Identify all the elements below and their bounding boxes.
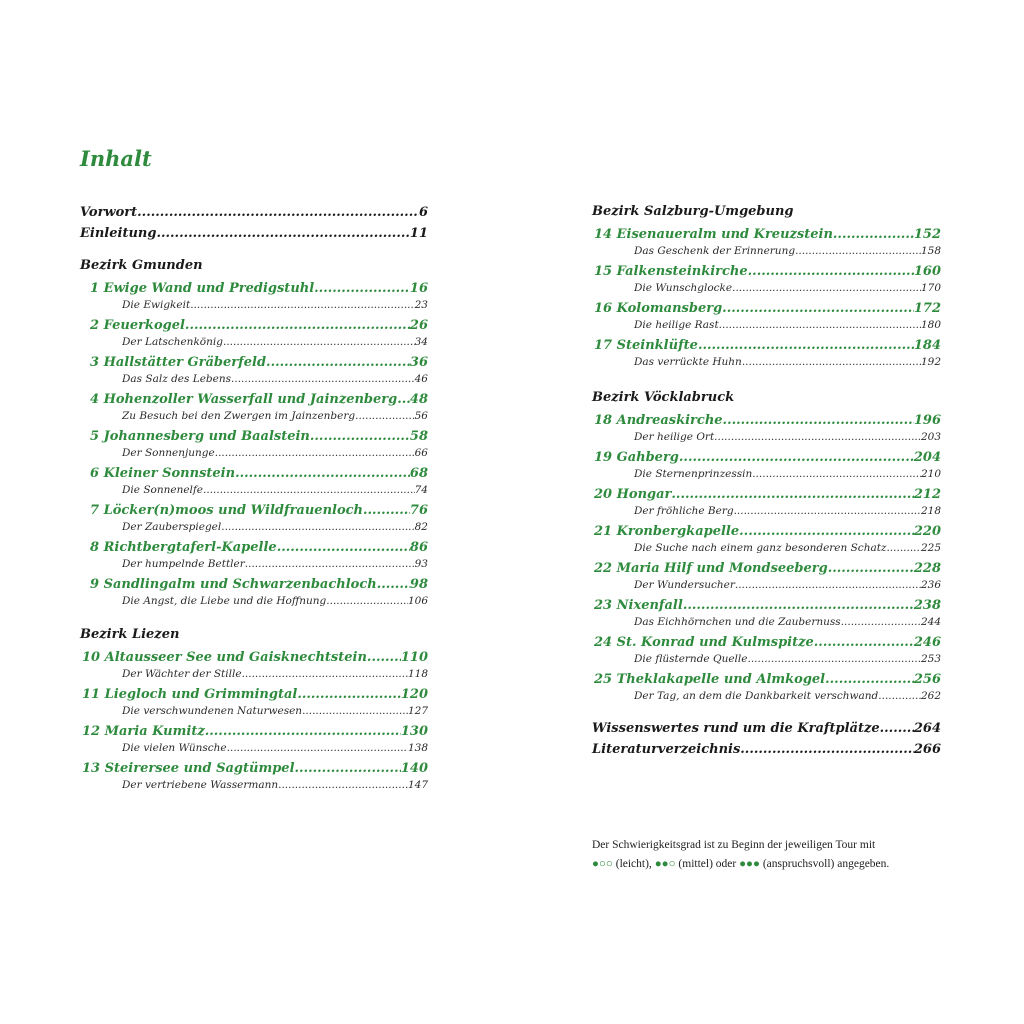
toc-chapter (80, 465, 428, 498)
difficulty-hard-full-dots: ●●● (739, 858, 760, 870)
toc-page: 6 (418, 205, 428, 220)
toc-tour-entry[interactable] (592, 486, 941, 504)
difficulty-medium-full-dots: ●● (654, 858, 669, 870)
toc-tour-label: 12 Maria Kumitz (82, 724, 205, 739)
toc-tour-entry[interactable] (592, 449, 941, 467)
toc-story-label: Das Geschenk der Erinnerung (634, 245, 796, 257)
toc-tour-page: 228 (913, 561, 941, 576)
toc-tour-label: 23 Nixenfall (594, 598, 683, 613)
toc-chapter (592, 412, 941, 445)
district-heading: Bezirk Salzburg-Umgebung (592, 204, 794, 219)
toc-story-page: 218 (920, 505, 941, 517)
toc-tour-entry[interactable] (80, 502, 428, 520)
toc-tour-label: 2 Feuerkogel (90, 318, 185, 333)
district-list-liezen (80, 649, 428, 793)
toc-story-label: Der heilige Ort (634, 431, 715, 443)
toc-tour-entry[interactable] (592, 337, 941, 355)
toc-story-page: 106 (407, 595, 428, 607)
toc-story-label: Der Tag, an dem die Dankbarkeit verschwand (634, 690, 879, 702)
toc-chapter (592, 486, 941, 519)
toc-label: Einleitung (80, 226, 157, 241)
toc-story-page: 180 (920, 319, 941, 331)
toc-tour-page: 172 (913, 301, 941, 316)
toc-tour-page: 36 (409, 355, 428, 370)
toc-story-entry[interactable] (592, 652, 941, 667)
toc-story-page: 23 (414, 299, 428, 311)
toc-tour-entry[interactable] (592, 560, 941, 578)
toc-tour-page: 110 (400, 650, 428, 665)
toc-story-label: Das Eichhörnchen und die Zaubernuss (634, 616, 841, 628)
toc-story-label: Die Angst, die Liebe und die Hoffnung (122, 595, 327, 607)
toc-chapter (592, 449, 941, 482)
toc-tour-label: 5 Johannesberg und Baalstein (90, 429, 310, 444)
toc-story-entry[interactable] (592, 318, 941, 333)
toc-tour-label: 1 Ewige Wand und Predigstuhl (90, 281, 315, 296)
toc-tour-entry[interactable] (80, 317, 428, 335)
difficulty-medium-empty-dots: ○ (668, 858, 676, 870)
toc-chapter (80, 686, 428, 719)
toc-story-entry[interactable] (592, 355, 941, 370)
toc-tour-entry[interactable] (592, 412, 941, 430)
toc-story-entry[interactable] (80, 372, 428, 387)
toc-story-entry[interactable] (592, 578, 941, 593)
toc-tour-label: 14 Eisenaueralm und Kreuzstein (594, 227, 833, 242)
toc-story-label: Die Ewigkeit (122, 299, 191, 311)
toc-story-page: 236 (920, 579, 941, 591)
toc-story-page: 93 (414, 558, 428, 570)
toc-story-page: 118 (407, 668, 428, 680)
toc-tour-page: 26 (409, 318, 428, 333)
toc-tour-label: 7 Löcker(n)moos und Wildfrauenloch (90, 503, 363, 518)
difficulty-hard-label: (anspruchsvoll) angegeben. (759, 858, 890, 870)
toc-story-entry[interactable] (592, 615, 941, 630)
toc-tour-entry[interactable] (80, 649, 428, 667)
toc-tour-entry[interactable] (592, 226, 941, 244)
toc-story-entry[interactable] (80, 335, 428, 350)
toc-tour-page: 98 (409, 577, 428, 592)
toc-story-page: 244 (920, 616, 941, 628)
district-heading: Bezirk Vöcklabruck (592, 390, 735, 405)
toc-tour-page: 152 (913, 227, 941, 242)
toc-story-page: 253 (920, 653, 941, 665)
toc-tour-label: 17 Steinklüfte (594, 338, 698, 353)
toc-chapter (80, 502, 428, 535)
toc-tour-page: 160 (913, 264, 941, 279)
toc-column-left (80, 202, 428, 793)
toc-story-page: 82 (414, 521, 428, 533)
difficulty-easy-full-dots: ● (592, 858, 599, 870)
toc-tour-label: 21 Kronbergkapelle (594, 524, 740, 539)
toc-story-entry[interactable] (80, 446, 428, 461)
toc-story-entry[interactable] (80, 409, 428, 424)
toc-story-entry[interactable] (80, 557, 428, 572)
toc-story-page: 158 (920, 245, 941, 257)
toc-tour-entry[interactable] (80, 723, 428, 741)
toc-tour-page: 196 (913, 413, 941, 428)
toc-tour-page: 204 (913, 450, 941, 465)
toc-story-page: 66 (414, 447, 428, 459)
toc-story-entry[interactable] (80, 778, 428, 793)
toc-chapter (80, 391, 428, 424)
district-heading: Bezirk Liezen (80, 627, 180, 642)
difficulty-easy-empty-dots: ○○ (598, 858, 613, 870)
toc-tour-entry[interactable] (592, 523, 941, 541)
toc-story-page: 210 (920, 468, 941, 480)
toc-story-entry[interactable] (592, 244, 941, 259)
toc-story-page: 203 (920, 431, 941, 443)
toc-tour-page: 256 (913, 672, 941, 687)
toc-chapter (80, 280, 428, 313)
toc-tour-page: 184 (913, 338, 941, 353)
toc-story-page: 34 (414, 336, 428, 348)
toc-tour-label: 10 Altausseer See und Gaisknechtstein (82, 650, 367, 665)
toc-entry-wissenswertes[interactable] (592, 718, 941, 739)
toc-chapter (80, 539, 428, 572)
toc-story-label: Der Wundersucher (634, 579, 735, 591)
toc-label: Literaturverzeichnis (592, 742, 741, 757)
toc-tour-entry[interactable] (80, 354, 428, 372)
toc-story-label: Die Sonnenelfe (122, 484, 204, 496)
toc-chapter (592, 634, 941, 667)
toc-tour-page: 48 (409, 392, 428, 407)
toc-story-label: Die Sternenprinzessin (634, 468, 753, 480)
toc-story-entry[interactable] (80, 298, 428, 313)
toc-tour-entry[interactable] (80, 428, 428, 446)
toc-story-page: 192 (920, 356, 941, 368)
toc-chapter (592, 263, 941, 296)
toc-tour-page: 212 (913, 487, 941, 502)
toc-story-entry[interactable] (592, 430, 941, 445)
toc-tour-page: 238 (913, 598, 941, 613)
toc-chapter (592, 523, 941, 556)
page-title: Inhalt (80, 146, 152, 171)
toc-chapter (592, 337, 941, 370)
toc-tour-entry[interactable] (592, 300, 941, 318)
toc-story-label: Die Suche nach einem ganz besonderen Schatz (634, 542, 887, 554)
difficulty-note-line2 (592, 855, 972, 874)
toc-story-page: 46 (414, 373, 428, 385)
toc-chapter (80, 354, 428, 387)
toc-tour-label: 24 St. Konrad und Kulmspitze (594, 635, 814, 650)
toc-story-page: 147 (407, 779, 428, 791)
toc-tour-label: 13 Steirersee und Sagtümpel (82, 761, 295, 776)
toc-tour-page: 220 (913, 524, 941, 539)
toc-story-entry[interactable] (80, 741, 428, 756)
toc-story-entry[interactable] (592, 281, 941, 296)
toc-story-page: 56 (414, 410, 428, 422)
toc-story-label: Die Wunschglocke (634, 282, 733, 294)
toc-story-label: Die heilige Rast (634, 319, 719, 331)
toc-tour-entry[interactable] (80, 576, 428, 594)
toc-entry-vorwort[interactable] (80, 202, 428, 223)
toc-tour-label: 18 Andreaskirche (594, 413, 723, 428)
toc-tour-entry[interactable] (80, 391, 428, 409)
difficulty-easy-label: (leicht), (612, 858, 655, 870)
toc-tour-page: 68 (409, 466, 428, 481)
toc-story-label: Der Sonnenjunge (122, 447, 215, 459)
toc-tour-entry[interactable] (80, 280, 428, 298)
toc-chapter (80, 428, 428, 461)
toc-tour-label: 9 Sandlingalm und Schwarzenbachloch (90, 577, 377, 592)
toc-tour-entry[interactable] (592, 263, 941, 281)
toc-tour-entry[interactable] (80, 465, 428, 483)
toc-story-entry[interactable] (80, 667, 428, 682)
toc-chapter (592, 300, 941, 333)
toc-page: 11 (409, 226, 428, 241)
toc-entry-einleitung[interactable] (80, 223, 428, 244)
toc-tour-page: 130 (400, 724, 428, 739)
toc-chapter (592, 597, 941, 630)
toc-page: 264 (913, 721, 941, 736)
toc-tour-label: 11 Liegloch und Grimmingtal (82, 687, 298, 702)
toc-story-label: Die vielen Wünsche (122, 742, 227, 754)
toc-story-label: Der vertriebene Wassermann (122, 779, 279, 791)
toc-tour-entry[interactable] (592, 671, 941, 689)
back-matter (592, 718, 941, 760)
toc-chapter (592, 560, 941, 593)
toc-story-label: Der fröhliche Berg (634, 505, 734, 517)
toc-story-entry[interactable] (80, 704, 428, 719)
district-list-gmunden (80, 280, 428, 609)
toc-story-label: Die flüsternde Quelle (634, 653, 748, 665)
toc-tour-label: 15 Falkensteinkirche (594, 264, 748, 279)
toc-chapter (80, 576, 428, 609)
difficulty-medium-label: (mittel) oder (675, 858, 740, 870)
toc-story-entry[interactable] (80, 594, 428, 609)
toc-tour-page: 58 (409, 429, 428, 444)
toc-tour-entry[interactable] (80, 760, 428, 778)
toc-story-entry[interactable] (80, 520, 428, 535)
toc-page: 266 (913, 742, 941, 757)
toc-chapter (80, 649, 428, 682)
toc-story-label: Das verrückte Huhn (634, 356, 742, 368)
toc-tour-label: 19 Gahberg (594, 450, 679, 465)
toc-story-label: Die verschwundenen Naturwesen (122, 705, 303, 717)
difficulty-note (592, 836, 972, 874)
toc-chapter (592, 226, 941, 259)
toc-tour-entry[interactable] (592, 597, 941, 615)
toc-chapter (592, 671, 941, 704)
toc-label: Vorwort (80, 205, 138, 220)
difficulty-note-line1: Der Schwierigkeitsgrad ist zu Beginn der jeweiligen Tour mit (592, 839, 876, 851)
toc-tour-label: 4 Hohenzoller Wasserfall und Jainzenberg (90, 392, 398, 407)
toc-story-entry[interactable] (592, 689, 941, 704)
toc-tour-page: 16 (409, 281, 428, 296)
toc-story-label: Zu Besuch bei den Zwergen im Jainzenberg (122, 410, 356, 422)
toc-tour-label: 8 Richtbergtaferl-Kapelle (90, 540, 277, 555)
toc-story-label: Der Wächter der Stille (122, 668, 242, 680)
toc-tour-page: 76 (409, 503, 428, 518)
toc-label: Wissenswertes rund um die Kraftplätze (592, 721, 880, 736)
toc-chapter (80, 760, 428, 793)
toc-story-page: 138 (407, 742, 428, 754)
toc-story-label: Der Latschenkönig (122, 336, 223, 348)
toc-story-label: Der Zauberspiegel (122, 521, 222, 533)
toc-tour-page: 120 (400, 687, 428, 702)
district-list-salzburg (592, 226, 941, 370)
toc-tour-page: 140 (400, 761, 428, 776)
toc-entry-literatur[interactable] (592, 739, 941, 760)
toc-column-right (592, 202, 941, 760)
toc-story-page: 170 (920, 282, 941, 294)
toc-story-page: 127 (407, 705, 428, 717)
toc-story-label: Das Salz des Lebens (122, 373, 232, 385)
toc-chapter (80, 723, 428, 756)
toc-tour-page: 246 (913, 635, 941, 650)
district-heading: Bezirk Gmunden (80, 258, 203, 273)
toc-tour-page: 86 (409, 540, 428, 555)
toc-story-entry[interactable] (592, 504, 941, 519)
toc-story-entry[interactable] (80, 483, 428, 498)
toc-tour-label: 22 Maria Hilf und Mondseeberg (594, 561, 828, 576)
toc-tour-label: 20 Hongar (594, 487, 672, 502)
toc-story-entry[interactable] (592, 541, 941, 556)
toc-tour-entry[interactable] (80, 686, 428, 704)
toc-story-page: 262 (920, 690, 941, 702)
toc-chapter (80, 317, 428, 350)
toc-tour-label: 16 Kolomansberg (594, 301, 723, 316)
toc-story-label: Der humpelnde Bettler (122, 558, 245, 570)
toc-story-page: 74 (414, 484, 428, 496)
toc-tour-label: 3 Hallstätter Gräberfeld (90, 355, 267, 370)
toc-tour-entry[interactable] (592, 634, 941, 652)
toc-story-entry[interactable] (592, 467, 941, 482)
toc-tour-entry[interactable] (80, 539, 428, 557)
toc-tour-label: 25 Theklakapelle und Almkogel (594, 672, 826, 687)
toc-tour-label: 6 Kleiner Sonnstein (90, 466, 236, 481)
toc-story-page: 225 (920, 542, 941, 554)
district-list-voecklabruck (592, 412, 941, 704)
